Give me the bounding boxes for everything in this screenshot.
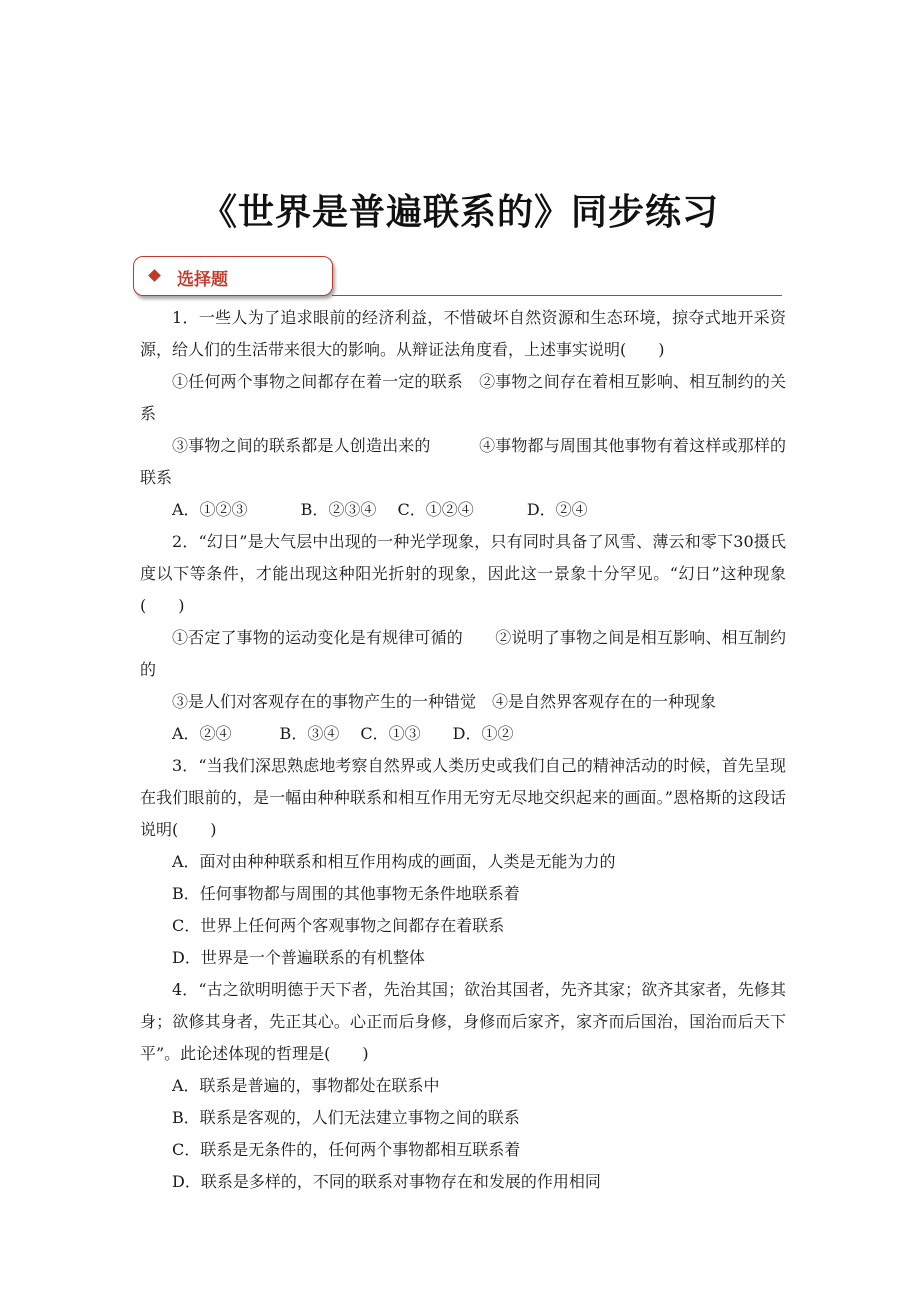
question-options: A．②④ B．③④ C．①③ D．①② [172,724,514,743]
question-statement: ③是人们对客观存在的事物产生的一种错觉 ④是自然界客观存在的一种现象 [172,692,717,711]
question-statement: ③事物之间的联系都是人创造出来的 ④事物都与周围其他事物有着这样或那样的联系 [140,436,786,487]
question-choice: D．世界是一个普遍联系的有机整体 [172,948,425,967]
question-choice: C．联系是无条件的，任何两个事物都相互联系着 [172,1140,521,1159]
question-choice: B．任何事物都与周围的其他事物无条件地联系着 [172,884,520,903]
question-3 [140,750,786,974]
section-label: 选择题 [177,270,228,290]
diamond-bullet-icon [148,269,161,282]
section-divider [332,295,782,296]
question-2 [140,526,786,750]
question-stem: 2．“幻日”是大气层中出现的一种光学现象，只有同时具备了风雪、薄云和零下30摄氏度以下等条件，才能出现这种阳光折射的现象，因此这一景象十分罕见。“幻日”这种现象( ) [140,532,786,615]
question-stem: 3．“当我们深思熟虑地考察自然界或人类历史或我们自己的精神活动的时候，首先呈现在我们眼前的，是一幅由种种联系和相互作用无穷无尽地交织起来的画面。”恩格斯的这段话说明( ) [140,756,786,839]
question-choice: C．世界上任何两个客观事物之间都存在着联系 [172,916,505,935]
question-statement: ①任何两个事物之间都存在着一定的联系 ②事物之间存在着相互影响、相互制约的关系 [140,372,786,423]
question-options: A．①②③ B．②③④ C．①②④ D．②④ [172,500,588,519]
question-list [140,302,786,1198]
question-stem: 1．一些人为了追求眼前的经济利益，不惜破坏自然资源和生态环境，掠夺式地开采资源，给人们的生活带来很大的影响。从辩证法角度看，上述事实说明( ) [140,308,786,359]
question-statement: ①否定了事物的运动变化是有规律可循的 ②说明了事物之间是相互影响、相互制约的 [140,628,786,679]
question-choice: A．面对由种种联系和相互作用构成的画面，人类是无能为力的 [172,852,616,871]
question-choice: B．联系是客观的，人们无法建立事物之间的联系 [172,1108,520,1127]
question-stem: 4．“古之欲明明德于天下者，先治其国；欲治其国者，先齐其家；欲齐其家者，先修其身；欲修其身者，先正其心。心正而后身修，身修而后家齐，家齐而后国治，国治而后天下平”。此论述体现的哲理是( ) [140,980,786,1063]
question-1 [140,302,786,526]
question-choice: A．联系是普遍的，事物都处在联系中 [172,1076,440,1095]
section-header-multiple-choice [133,256,333,296]
question-4 [140,974,786,1198]
document-title: 《世界是普遍联系的》同步练习 [200,192,719,233]
question-choice: D．联系是多样的，不同的联系对事物存在和发展的作用相同 [172,1172,601,1191]
